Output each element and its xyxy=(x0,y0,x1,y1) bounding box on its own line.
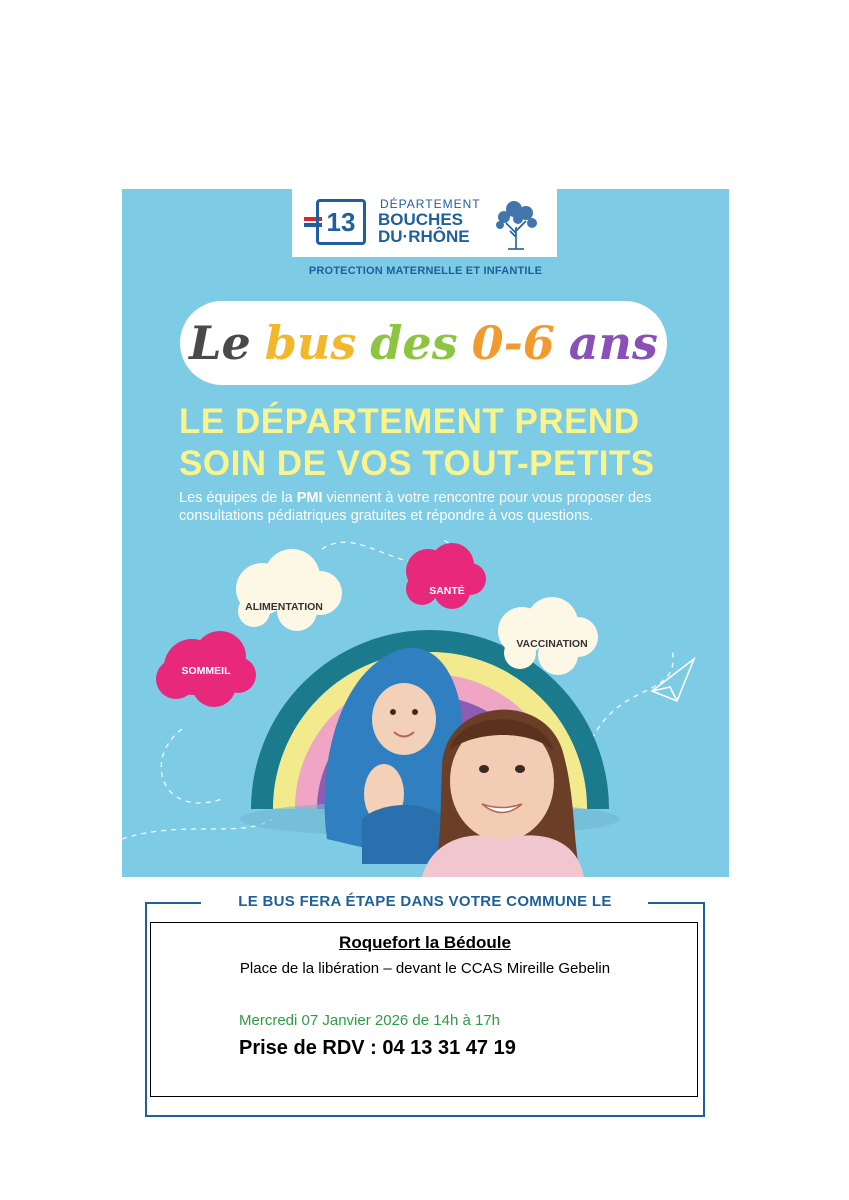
olive-tree-icon xyxy=(488,193,544,253)
title-word-bus: bus xyxy=(264,316,357,370)
frame-title: LE BUS FERA ÉTAPE DANS VOTRE COMMUNE LE xyxy=(238,893,612,910)
cloud-label-sante: SANTÉ xyxy=(429,585,465,597)
title-word-le: Le xyxy=(189,316,251,370)
stop-date: Mercredi 07 Janvier 2026 de 14h à 17h xyxy=(239,1012,501,1029)
stop-place: Place de la libération – devant le CCAS Mireille Gebelin xyxy=(239,960,611,977)
title-word-age: 0-6 xyxy=(471,316,555,370)
logo-departement: DÉPARTEMENT xyxy=(380,197,481,211)
dashed-path xyxy=(161,729,222,803)
rainbow-illustration xyxy=(122,519,729,877)
logo-name-line2: DU·RHÔNE xyxy=(378,227,470,246)
title-word-des: des xyxy=(370,316,458,370)
cloud-sante xyxy=(406,543,486,609)
headline-line2: SOIN DE VOS TOUT-PETITS xyxy=(179,444,655,483)
headline xyxy=(179,401,655,485)
title-pill xyxy=(180,301,667,385)
logo-name-line1: BOUCHES xyxy=(378,210,464,229)
title-word-ans: ans xyxy=(568,316,658,370)
cloud-label-vaccination: VACCINATION xyxy=(516,638,588,650)
intro-after: viennent à votre rencontre pour vous proposer des consultations pédiatriques gratuites et répondre à vos questions. xyxy=(179,490,652,524)
logo-badge xyxy=(316,199,366,245)
cloud-label-alimentation: ALIMENTATION xyxy=(245,601,323,613)
cloud-alimentation xyxy=(236,549,342,631)
logo-badge-number: 13 xyxy=(326,206,356,237)
stop-rdv: Prise de RDV : 04 13 31 47 19 xyxy=(239,1037,516,1059)
headline-line1: LE DÉPARTEMENT PREND xyxy=(179,402,640,441)
poster xyxy=(122,189,729,877)
pmi-label: PROTECTION MATERNELLE ET INFANTILE xyxy=(308,265,543,277)
logo-name xyxy=(378,211,488,245)
departement-logo xyxy=(292,189,557,257)
intro-before: Les équipes de la xyxy=(179,490,297,506)
stop-town: Roquefort la Bédoule xyxy=(339,933,511,952)
cloud-vaccination xyxy=(498,597,598,675)
cloud-label-sommeil: SOMMEIL xyxy=(181,665,231,677)
stop-details xyxy=(150,922,698,1097)
intro-pmi: PMI xyxy=(296,490,323,506)
